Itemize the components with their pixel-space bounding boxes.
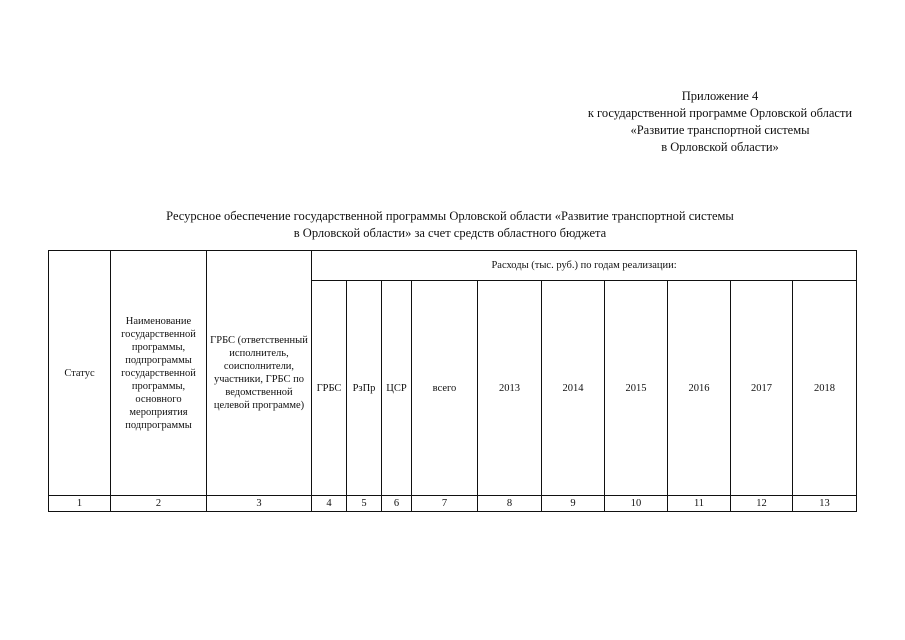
header-year: 2018 [793, 281, 857, 496]
header-year: 2016 [668, 281, 731, 496]
header-year: 2014 [542, 281, 605, 496]
column-number-row [49, 496, 857, 512]
title-line: Ресурсное обеспечение государственной программы Орловской области «Развитие транспортной системы [166, 209, 734, 223]
column-number: 13 [793, 496, 857, 512]
header-year: 2017 [731, 281, 793, 496]
column-number: 8 [478, 496, 542, 512]
column-number: 12 [731, 496, 793, 512]
header-total: всего [412, 281, 478, 496]
document-title [100, 208, 800, 242]
header-csr: ЦСР [382, 281, 412, 496]
column-number: 5 [347, 496, 382, 512]
header-name: Наименование государственной программы, подпрограммы государственной программы, основного мероприятия подпрограммы [111, 251, 207, 496]
column-number: 6 [382, 496, 412, 512]
header-expenses: Расходы (тыс. руб.) по годам реализации: [312, 251, 857, 281]
column-number: 7 [412, 496, 478, 512]
column-number: 1 [49, 496, 111, 512]
column-number: 11 [668, 496, 731, 512]
appendix-line: к государственной программе Орловской области [587, 106, 853, 120]
header-grbs: ГРБС [312, 281, 347, 496]
header-year: 2015 [605, 281, 668, 496]
header-status: Статус [49, 251, 111, 496]
title-line: в Орловской области» за счет средств областного бюджета [293, 226, 607, 240]
appendix-header [520, 88, 905, 156]
resource-table [48, 250, 857, 512]
column-number: 4 [312, 496, 347, 512]
appendix-line: Приложение 4 [681, 89, 759, 103]
appendix-line: в Орловской области» [661, 140, 779, 154]
header-year: 2013 [478, 281, 542, 496]
header-grbs-full: ГРБС (ответственный исполнитель, соисполнители, участники, ГРБС по ведомственной целевой программе) [207, 251, 312, 496]
appendix-line: «Развитие транспортной системы [630, 123, 810, 137]
column-number: 9 [542, 496, 605, 512]
column-number: 2 [111, 496, 207, 512]
column-number: 3 [207, 496, 312, 512]
header-rzpr: РзПр [347, 281, 382, 496]
column-number: 10 [605, 496, 668, 512]
